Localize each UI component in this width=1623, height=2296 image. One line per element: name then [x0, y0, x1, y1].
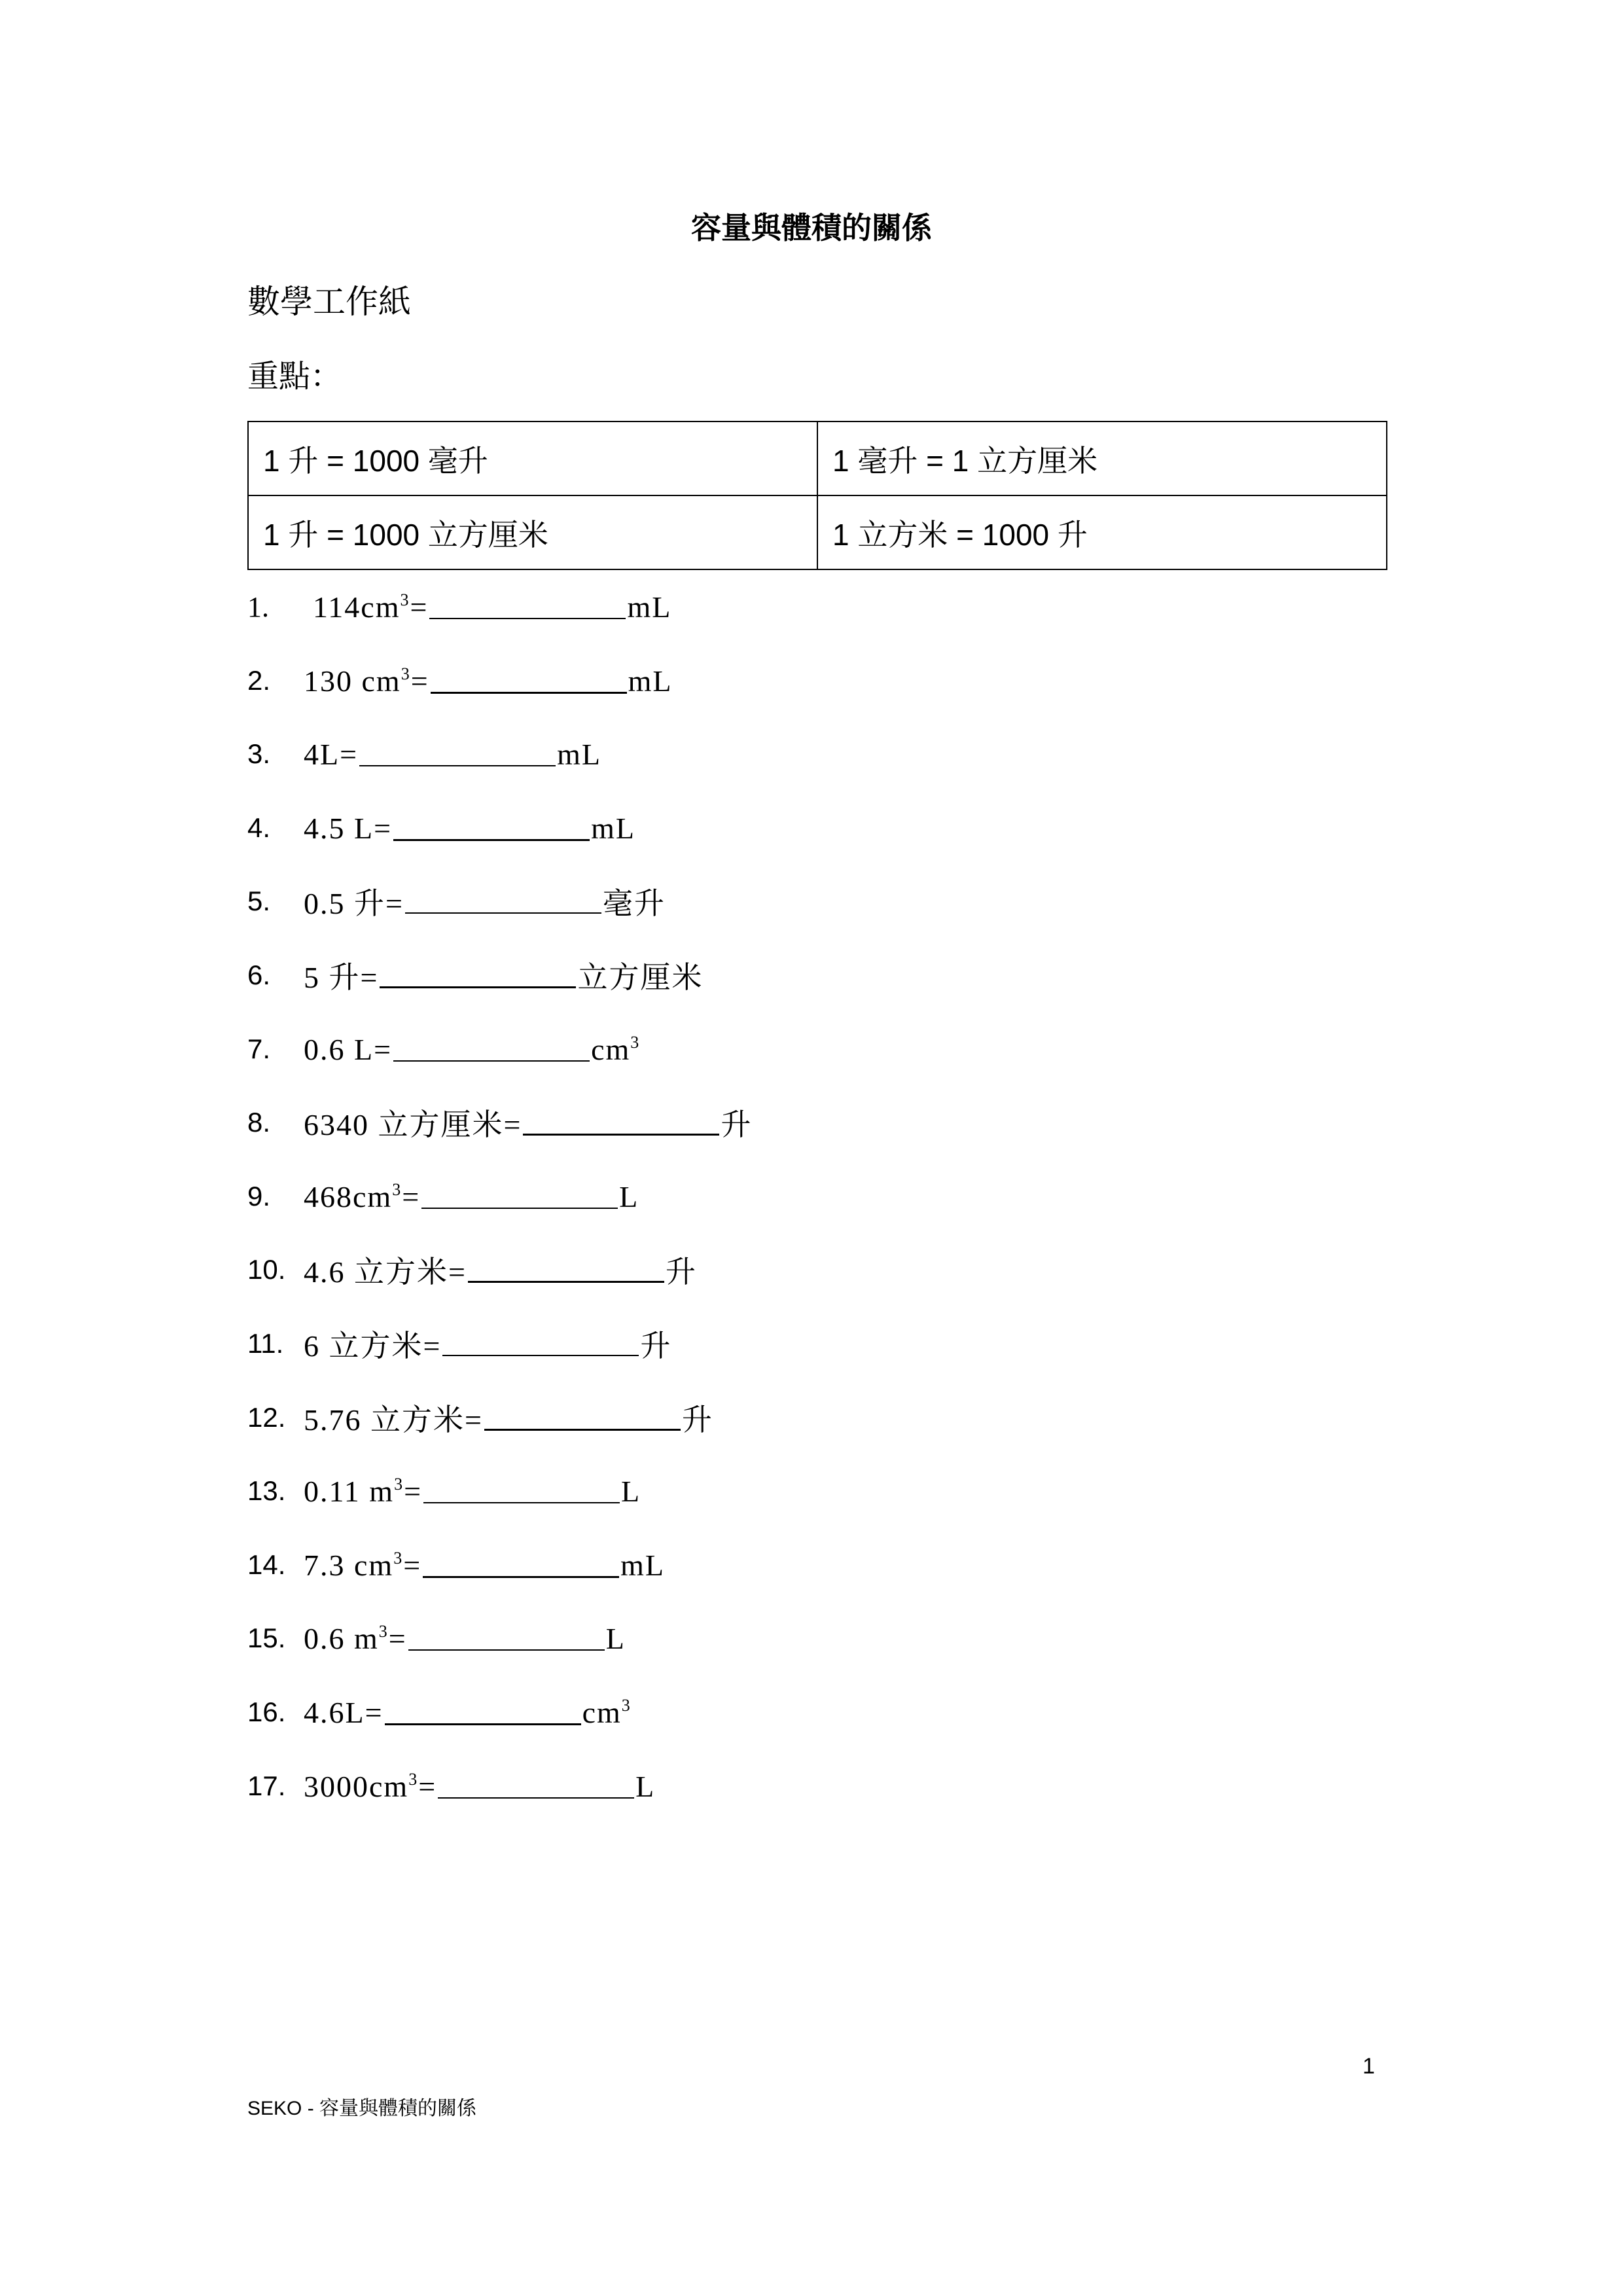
answer-unit [628, 664, 673, 698]
answer-blank[interactable] [408, 1647, 605, 1651]
equals-sign: = [374, 811, 393, 845]
answer-unit [591, 1032, 640, 1067]
page-footer: SEKO - 容量與體積的關係 [247, 2098, 477, 2119]
question-expression [304, 1769, 437, 1804]
question-item [247, 805, 635, 851]
question-item [247, 1615, 626, 1661]
exponent: 3 [630, 1032, 641, 1052]
exponent: 3 [393, 1548, 404, 1568]
question-expression [304, 954, 378, 997]
question-number: 2. [247, 665, 271, 696]
answer-unit [721, 1101, 752, 1144]
question-expression-text: 0.11 m [304, 1474, 395, 1508]
answer-blank[interactable] [380, 984, 576, 988]
question-expression [304, 1032, 392, 1067]
question-expression [304, 664, 429, 698]
question-number: 7. [247, 1033, 271, 1064]
equals-sign: = [404, 1474, 423, 1508]
answer-unit [603, 880, 666, 923]
question-item [247, 658, 673, 704]
answer-unit-text: cm [591, 1032, 631, 1066]
question-item [247, 1174, 639, 1219]
question-item [247, 878, 666, 924]
equals-sign: = [418, 1769, 437, 1803]
question-number: 11. [247, 1328, 284, 1359]
worksheet-subtitle: 數學工作紙 [247, 283, 411, 320]
question-expression-text: 0.5 升 [304, 887, 385, 920]
question-expression-text: 3000cm [304, 1769, 409, 1803]
question-item [247, 1395, 713, 1441]
page-title: 容量與體積的關係 [691, 211, 932, 245]
answer-unit [620, 1548, 665, 1583]
answer-unit [557, 737, 601, 772]
question-expression-text: 114cm [313, 590, 401, 624]
exponent: 3 [392, 1179, 402, 1199]
keypoint-cell: 1 毫升 = 1 立方厘米 [817, 422, 1387, 495]
answer-unit [582, 1695, 632, 1730]
question-expression [304, 1695, 383, 1730]
question-item [247, 584, 671, 630]
equals-sign: = [365, 1695, 383, 1729]
question-expression [304, 811, 392, 846]
question-number: 13. [247, 1475, 286, 1506]
answer-unit [606, 1621, 626, 1656]
question-item [247, 1026, 640, 1072]
exponent: 3 [394, 1474, 404, 1494]
question-number: 6. [247, 960, 271, 990]
question-number: 17. [247, 1770, 286, 1801]
question-expression-text: 4.5 L [304, 811, 374, 845]
question-expression-text: 4L [304, 737, 340, 771]
question-expression [304, 1396, 483, 1439]
answer-blank[interactable] [442, 1352, 639, 1356]
equals-sign: = [374, 1032, 393, 1066]
answer-unit-text: mL [557, 737, 601, 771]
answer-blank[interactable] [423, 1573, 619, 1578]
equals-sign: = [465, 1403, 483, 1437]
answer-unit [591, 811, 635, 846]
answer-blank[interactable] [405, 910, 601, 914]
answer-unit-text: 毫升 [602, 887, 666, 920]
question-expression-text: 7.3 cm [304, 1548, 394, 1582]
exponent: 3 [621, 1695, 632, 1715]
question-expression-text: 6 立方米 [304, 1329, 423, 1363]
question-item [247, 731, 601, 777]
question-item [247, 1763, 655, 1809]
answer-unit-text: 升 [640, 1329, 672, 1363]
keypoints-row [248, 422, 1387, 495]
answer-blank[interactable] [385, 1721, 581, 1725]
question-item [247, 1542, 665, 1588]
answer-blank[interactable] [429, 615, 626, 619]
question-number: 4. [247, 812, 271, 843]
answer-unit-text: 升 [665, 1255, 697, 1289]
answer-unit-text: mL [620, 1548, 666, 1582]
answer-unit [666, 1248, 697, 1291]
question-expression-text: 130 cm [304, 664, 401, 698]
answer-blank[interactable] [393, 836, 590, 841]
answer-unit-text: mL [591, 811, 635, 845]
answer-unit-text: mL [627, 590, 672, 624]
question-expression-text: 0.6 m [304, 1621, 379, 1655]
question-item [247, 1100, 752, 1145]
equals-sign: = [448, 1255, 467, 1289]
equals-sign: = [423, 1329, 442, 1363]
question-number: 14. [247, 1549, 286, 1580]
answer-blank[interactable] [431, 689, 627, 694]
question-number: 9. [247, 1181, 271, 1211]
question-number: 1. [247, 590, 269, 623]
question-expression-text: 4.6L [304, 1695, 365, 1729]
answer-unit [577, 954, 703, 997]
exponent: 3 [400, 590, 410, 609]
equals-sign: = [340, 737, 359, 771]
question-number: 12. [247, 1402, 286, 1433]
question-expression-text: 468cm [304, 1179, 393, 1213]
question-expression-text: 6340 立方厘米 [304, 1108, 504, 1141]
question-expression-text: 0.6 L [304, 1032, 374, 1066]
question-number: 8. [247, 1107, 271, 1138]
question-expression [304, 1101, 522, 1144]
answer-unit [635, 1769, 655, 1804]
equals-sign: = [385, 887, 404, 920]
answer-blank[interactable] [393, 1058, 590, 1062]
exponent: 3 [401, 664, 411, 683]
question-expression-text: 5 升 [304, 961, 361, 994]
answer-unit [627, 590, 671, 624]
answer-unit-text: L [619, 1179, 639, 1213]
answer-blank[interactable] [423, 1499, 620, 1503]
question-item [247, 1468, 641, 1514]
answer-blank[interactable] [523, 1131, 719, 1136]
answer-unit [621, 1474, 641, 1509]
question-expression-text: 4.6 立方米 [304, 1255, 448, 1289]
answer-blank[interactable] [438, 1795, 634, 1799]
question-item [247, 1247, 697, 1293]
answer-unit [640, 1322, 671, 1365]
answer-unit-text: L [621, 1474, 641, 1508]
question-expression [304, 1322, 441, 1365]
question-expression [304, 1621, 407, 1656]
question-number: 10. [247, 1254, 286, 1285]
question-number: 3. [247, 738, 271, 769]
answer-unit [619, 1179, 639, 1214]
question-item [247, 1321, 671, 1367]
question-number: 5. [247, 886, 271, 916]
equals-sign: = [410, 664, 429, 698]
answer-unit-text: 立方厘米 [577, 961, 704, 994]
page-number: 1 [1363, 2054, 1375, 2079]
equals-sign: = [503, 1108, 522, 1141]
equals-sign: = [403, 1548, 422, 1582]
question-expression [304, 880, 404, 923]
answer-blank[interactable] [359, 762, 556, 766]
answer-unit-text: cm [582, 1695, 622, 1729]
answer-unit-text: L [635, 1769, 656, 1803]
answer-blank[interactable] [421, 1205, 618, 1209]
answer-unit [682, 1396, 713, 1439]
answer-unit-text: 升 [721, 1108, 753, 1141]
keypoint-cell: 1 升 = 1000 毫升 [248, 422, 817, 495]
equals-sign: = [410, 590, 429, 624]
answer-blank[interactable] [468, 1278, 664, 1283]
equals-sign: = [360, 961, 379, 994]
keypoints-row [248, 495, 1387, 569]
keypoints-table [247, 421, 1387, 570]
question-expression [304, 1179, 420, 1214]
question-expression-text: 5.76 立方米 [304, 1403, 465, 1437]
keypoint-cell: 1 升 = 1000 立方厘米 [248, 495, 817, 569]
answer-unit-text: 升 [681, 1403, 713, 1437]
question-expression [304, 1248, 467, 1291]
exponent: 3 [408, 1769, 419, 1789]
answer-blank[interactable] [484, 1426, 681, 1431]
question-number: 16. [247, 1696, 286, 1727]
answer-unit-text: L [605, 1621, 626, 1655]
question-expression [304, 737, 358, 772]
question-expression [304, 1548, 421, 1583]
answer-unit-text: mL [628, 664, 673, 698]
exponent: 3 [378, 1621, 389, 1641]
question-expression [313, 590, 428, 624]
equals-sign: = [388, 1621, 407, 1655]
question-item [247, 952, 703, 998]
keypoints-label: 重點： [247, 359, 342, 394]
keypoint-cell: 1 立方米 = 1000 升 [817, 495, 1387, 569]
question-item [247, 1689, 632, 1735]
question-expression [304, 1474, 422, 1509]
question-number: 15. [247, 1623, 286, 1653]
equals-sign: = [402, 1179, 421, 1213]
